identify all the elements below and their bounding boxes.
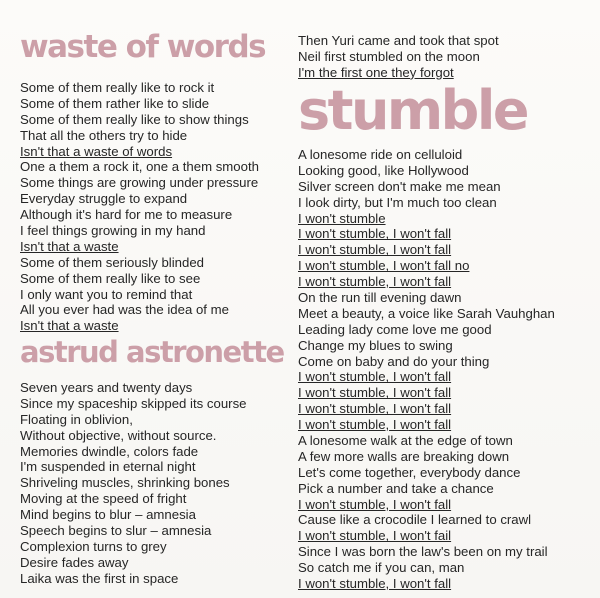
- lyric-line-text: I won't stumble, I won't fall: [298, 274, 452, 290]
- lyric-line-text: I look dirty, but I'm much too clean: [298, 194, 497, 210]
- lyric-line: [20, 96, 259, 112]
- lyric-line-text: I won't stumble, I won't fail: [298, 528, 452, 544]
- lyric-line-text: Some of them really like to show things: [20, 111, 249, 127]
- lyric-line: [298, 338, 555, 354]
- lyric-line-text: I won't stumble, I won't fall no: [298, 258, 470, 274]
- lyric-line: [298, 163, 555, 179]
- lyrics-stumble: [298, 147, 555, 592]
- lyric-line-text: I'm the first one they forgot: [298, 64, 454, 80]
- lyric-line: [20, 112, 259, 128]
- lyric-line: [298, 258, 555, 274]
- lyric-line: [20, 396, 247, 412]
- lyric-line: [20, 287, 259, 303]
- lyric-line-text: I won't stumble, I won't fall: [298, 369, 452, 385]
- lyric-line: [298, 226, 555, 242]
- lyric-line: [20, 80, 259, 96]
- lyric-line-text: Silver screen don't make me mean: [298, 178, 501, 194]
- lyric-line-text: Memories dwindle, colors fade: [20, 443, 199, 459]
- lyric-line-text: All you ever had was the idea of me: [20, 302, 229, 318]
- lyric-line-text: I won't stumble, I won't fall: [298, 226, 452, 242]
- lyric-line-text: I only want you to remind that: [20, 286, 193, 302]
- lyric-line: [20, 239, 259, 255]
- lyric-line: [20, 491, 247, 507]
- song-title-waste-of-words: waste of words: [20, 29, 266, 65]
- lyric-line-text: Since my spaceship skipped its course: [20, 395, 247, 411]
- lyric-line-text: Seven years and twenty days: [20, 380, 193, 395]
- lyric-line-text: That all the others try to hide: [20, 127, 188, 143]
- lyric-line-text: Some of them really like to rock it: [20, 80, 215, 95]
- lyric-line-text: I won't stumble, I won't fall: [298, 385, 452, 401]
- lyric-line: [20, 507, 247, 523]
- lyric-line: [298, 195, 555, 211]
- lyric-line-text: Complexion turns to grey: [20, 538, 167, 554]
- lyric-line: [298, 322, 555, 338]
- lyric-line: [298, 211, 555, 227]
- lyric-line: [20, 175, 259, 191]
- lyric-line-text: Cause like a crocodile I learned to crawl: [298, 512, 532, 528]
- lyric-line-text: I won't stumble, I won't fall: [298, 242, 452, 258]
- lyric-line-text: Some of them really like to see: [20, 270, 201, 286]
- lyric-line: [298, 306, 555, 322]
- lyrics-waste-of-words: [20, 80, 259, 334]
- lyric-line: [20, 571, 247, 587]
- lyric-line: [298, 274, 555, 290]
- lyric-line: [298, 147, 555, 163]
- lyric-line: [298, 528, 555, 544]
- lyric-line-text: On the run till evening dawn: [298, 290, 462, 306]
- lyric-line: [298, 465, 555, 481]
- lyric-line: [298, 33, 499, 49]
- lyric-line: [298, 560, 555, 576]
- lyric-line-text: I'm suspended in eternal night: [20, 459, 196, 475]
- lyric-line: [20, 428, 247, 444]
- lyric-line-text: Everyday struggle to expand: [20, 191, 188, 207]
- lyric-line: [20, 523, 247, 539]
- lyric-line-text: Some of them seriously blinded: [20, 254, 204, 270]
- lyric-line: [298, 544, 555, 560]
- lyric-line-text: Without objective, without source.: [20, 427, 217, 443]
- lyric-line: [298, 576, 555, 592]
- lyric-line: [20, 191, 259, 207]
- lyric-line: [298, 49, 499, 65]
- lyric-line-text: So catch me if you can, man: [298, 560, 465, 576]
- lyric-line-text: Meet a beauty, a voice like Sarah Vauhghan: [298, 305, 555, 321]
- lyric-line: [298, 512, 555, 528]
- lyric-line: [20, 459, 247, 475]
- lyric-line: [20, 271, 259, 287]
- lyric-line-text: Speech begins to slur – amnesia: [20, 523, 212, 539]
- lyric-line-text: Isn't that a waste: [20, 318, 119, 334]
- lyric-line-text: Isn't that a waste: [20, 238, 119, 254]
- lyric-line-text: Desire fades away: [20, 554, 129, 570]
- lyric-line-text: Some things are growing under pressure: [20, 175, 259, 191]
- lyric-line-text: I feel things growing in my hand: [20, 223, 206, 239]
- lyric-line: [20, 128, 259, 144]
- lyric-line-text: Let's come together, everybody dance: [298, 464, 521, 480]
- lyric-line-text: I won't stumble, I won't fall: [298, 401, 452, 417]
- lyric-line-text: Then Yuri came and took that spot: [298, 33, 499, 48]
- lyric-line: [20, 539, 247, 555]
- lyric-line: [298, 401, 555, 417]
- lyric-line-text: A few more walls are breaking down: [298, 448, 510, 464]
- lyric-line-text: Come on baby and do your thing: [298, 353, 490, 369]
- lyric-line: [20, 159, 259, 175]
- lyric-line-text: Leading lady come love me good: [298, 321, 492, 337]
- lyric-line: [298, 242, 555, 258]
- lyric-line-text: Shriveling muscles, shrinking bones: [20, 475, 230, 491]
- lyric-line: [298, 354, 555, 370]
- lyric-line: [20, 412, 247, 428]
- lyric-line: [20, 144, 259, 160]
- lyric-line-text: Laika was the first in space: [20, 570, 179, 586]
- lyric-line-text: Moving at the speed of fright: [20, 491, 187, 507]
- lyric-line-text: Although it's hard for me to measure: [20, 207, 233, 223]
- lyric-line-text: I won't stumble, I won't fall: [298, 576, 452, 592]
- lyric-line-text: Pick a number and take a chance: [298, 480, 494, 496]
- song-title-astrud-astronette: astrud astronette: [20, 335, 284, 369]
- lyric-line-text: A lonesome walk at the edge of town: [298, 433, 513, 449]
- lyric-line: [20, 555, 247, 571]
- lyric-line-text: A lonesome ride on celluloid: [298, 147, 463, 162]
- lyric-line-text: Neil first stumbled on the moon: [298, 48, 480, 64]
- lyric-line-text: Some of them rather like to slide: [20, 95, 210, 111]
- lyric-line-text: I won't stumble, I won't fall: [298, 496, 452, 512]
- lyric-line-text: Change my blues to swing: [298, 337, 453, 353]
- lyric-line-text: Mind begins to blur – amnesia: [20, 507, 196, 523]
- lyric-line: [20, 223, 259, 239]
- lyric-line-text: Isn't that a waste of words: [20, 143, 173, 159]
- lyric-line: [20, 318, 259, 334]
- lyric-line: [298, 179, 555, 195]
- lyric-line-text: One a them a rock it, one a them smooth: [20, 159, 259, 175]
- lyric-line-text: I won't stumble: [298, 210, 386, 226]
- lyric-line-text: I won't stumble, I won't fall: [298, 417, 452, 433]
- lyric-line: [298, 497, 555, 513]
- song-title-stumble: stumble: [298, 79, 527, 142]
- lyric-line: [298, 481, 555, 497]
- lyric-line-text: Floating in oblivion,: [20, 411, 133, 427]
- lyric-line: [298, 369, 555, 385]
- lyric-line-text: Looking good, like Hollywood: [298, 162, 469, 178]
- lyric-line: [298, 385, 555, 401]
- lyric-line: [20, 380, 247, 396]
- lyrics-astrud-astronette: [20, 380, 247, 587]
- lyric-line-text: Since I was born the law's been on my trail: [298, 544, 548, 560]
- lyric-line: [298, 417, 555, 433]
- lyric-line: [20, 207, 259, 223]
- lyric-line: [298, 449, 555, 465]
- lyric-line: [20, 255, 259, 271]
- lyrics-astrud-astronette-continued: [298, 33, 499, 81]
- lyric-line: [298, 290, 555, 306]
- lyric-line: [20, 444, 247, 460]
- lyric-line: [20, 475, 247, 491]
- lyric-line: [298, 433, 555, 449]
- lyric-line: [20, 302, 259, 318]
